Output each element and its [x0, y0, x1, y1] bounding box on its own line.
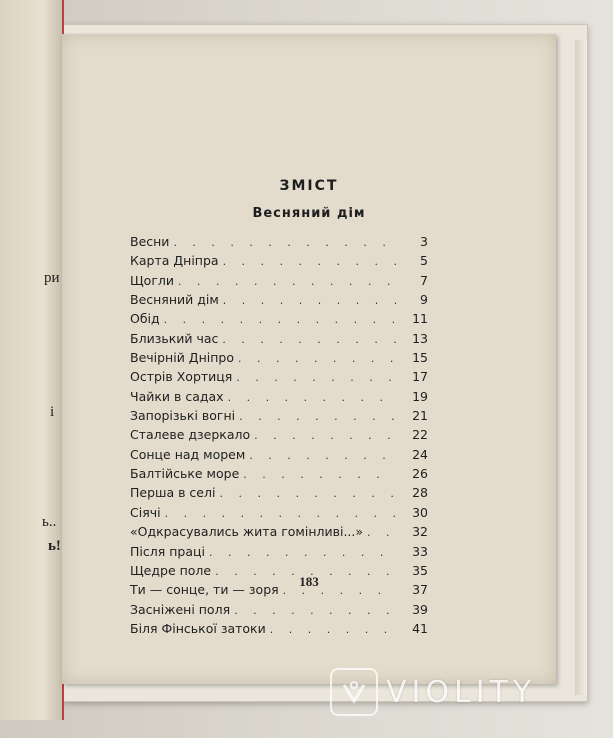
toc-entry-page: 26	[412, 466, 428, 482]
toc-entry-title: Сталеве дзеркало	[130, 427, 251, 443]
page-number: 183	[299, 574, 319, 589]
toc-leader-dots	[219, 487, 396, 500]
toc-entry-page: 5	[420, 253, 428, 269]
toc-entry	[130, 485, 428, 504]
toc-entry-title: Близький час	[130, 330, 219, 346]
toc-entry-page: 24	[412, 446, 428, 462]
toc-entry-page: 37	[412, 582, 428, 598]
toc-entry-title: Весни	[130, 234, 170, 249]
toc-entry-title: Обід	[130, 311, 160, 327]
toc-entry	[130, 427, 428, 446]
toc-entry-title: Після праці	[130, 543, 205, 559]
toc-entry	[130, 311, 428, 330]
toc-entry	[130, 369, 428, 388]
toc-entry	[130, 544, 428, 563]
toc-entry	[130, 602, 428, 621]
toc-entry-page: 17	[412, 369, 428, 385]
toc-entry-page: 33	[412, 543, 428, 559]
toc-entry-page: 39	[412, 601, 428, 617]
toc-entry-page: 15	[412, 350, 428, 366]
toc-leader-dots	[222, 333, 396, 346]
toc-entry	[130, 350, 428, 369]
toc-entry-title: Щедре поле	[130, 562, 212, 578]
toc-entry-page: 21	[412, 408, 428, 424]
toc-entry-title: Весняний дім	[130, 292, 219, 308]
toc-entry	[130, 331, 428, 350]
toc-entry-title: Біля Фінської затоки	[130, 620, 266, 636]
toc-entry-title: Балтійське море	[130, 466, 240, 482]
toc-leader-dots	[165, 507, 396, 520]
toc-entry-page: 3	[420, 234, 428, 249]
toc-leader-dots	[367, 526, 396, 539]
toc-leader-dots	[254, 429, 396, 442]
left-page-fragment: ь!	[48, 538, 61, 554]
toc-entry-page: 32	[412, 524, 428, 540]
toc-entry	[130, 389, 428, 408]
toc-entry	[130, 408, 428, 427]
left-page-fragment: ь..	[42, 514, 57, 530]
contents-title: ЗМІСТ	[279, 178, 339, 194]
toc-entry-page: 28	[412, 485, 428, 501]
toc-entry-page: 13	[412, 330, 428, 346]
left-page-fragment: ри	[44, 270, 60, 286]
toc-entry-page: 41	[412, 620, 428, 636]
toc-entry	[130, 524, 428, 543]
toc-entry-page: 22	[412, 427, 428, 443]
toc-entry-title: Ти — сонце, ти — зоря	[130, 582, 279, 598]
toc-leader-dots	[164, 313, 396, 326]
toc-entry-title: Щогли	[130, 272, 175, 288]
toc-entry	[130, 447, 428, 466]
toc-leader-dots	[223, 294, 396, 307]
book-cover-edge	[575, 40, 587, 695]
toc-entry-title: Острів Хортиця	[130, 369, 233, 385]
toc-entry	[130, 292, 428, 311]
watermark-text: VIOLITY	[386, 674, 537, 710]
toc-leader-dots	[249, 449, 396, 462]
toc-entry	[130, 621, 428, 640]
toc-entry-page: 9	[420, 292, 428, 308]
toc-leader-dots	[243, 468, 396, 481]
toc-entry	[130, 234, 428, 253]
toc-entry-page: 11	[412, 311, 428, 327]
toc-entry-title: Сонце над морем	[130, 446, 246, 462]
toc-leader-dots	[173, 236, 396, 249]
section-heading: Весняний дім	[252, 206, 366, 221]
toc-entry-title: Перша в селі	[130, 485, 216, 501]
watermark	[330, 668, 536, 716]
violity-logo-icon	[330, 668, 378, 716]
toc-entry-title: Запорізькі вогні	[130, 408, 236, 424]
toc-entry-page: 35	[412, 562, 428, 578]
toc-entry-title: Чайки в садах	[130, 388, 224, 404]
toc-entry-title: Карта Дніпра	[130, 253, 219, 269]
toc-entry-title: «Одкрасувались жита гомінливі...»	[130, 524, 364, 540]
toc-entry	[130, 466, 428, 485]
toc-entry	[130, 505, 428, 524]
toc-leader-dots	[234, 604, 396, 617]
toc-leader-dots	[223, 255, 396, 268]
toc-leader-dots	[228, 391, 396, 404]
toc-leader-dots	[239, 410, 396, 423]
toc-leader-dots	[178, 275, 396, 288]
toc-entry	[130, 273, 428, 292]
toc-leader-dots	[270, 623, 396, 636]
left-page	[0, 0, 64, 720]
toc-entry-title: Сіячі	[130, 504, 161, 520]
toc-leader-dots	[236, 371, 396, 384]
toc-entry-page: 19	[412, 388, 428, 404]
toc-leader-dots	[209, 546, 396, 559]
toc-entry-title: Засніжені поля	[130, 601, 231, 617]
toc-leader-dots	[238, 352, 396, 365]
left-page-fragment: і	[50, 404, 55, 420]
toc-entry-title: Вечірній Дніпро	[130, 350, 234, 366]
toc-entry-page: 30	[412, 504, 428, 520]
toc-entry	[130, 253, 428, 272]
toc-entry-page: 7	[420, 272, 428, 288]
